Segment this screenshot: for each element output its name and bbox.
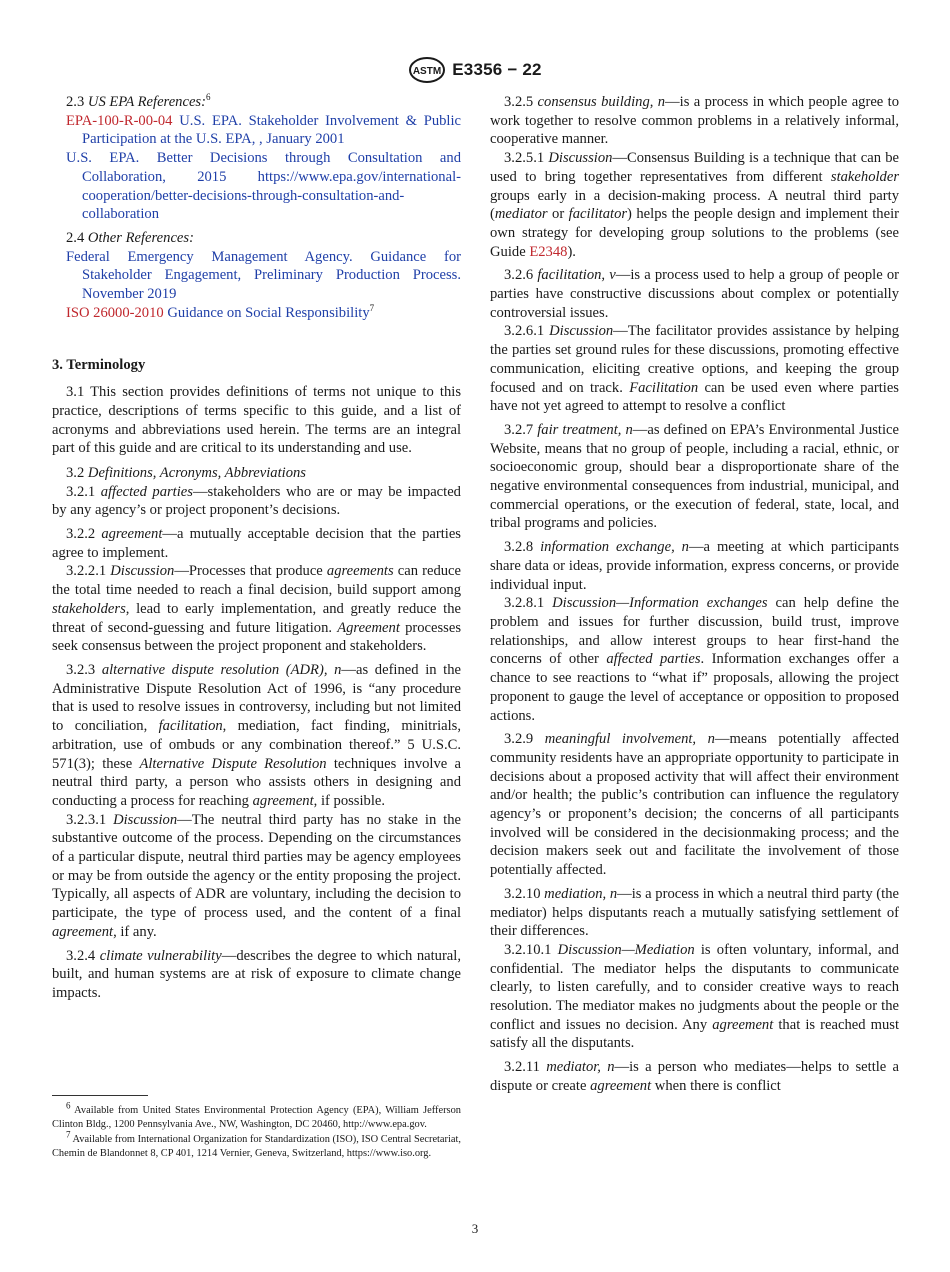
- definition-fair-treatment: 3.2.7 fair treatment, n—as defined on EPA’s Environmental Justice Website, means that no group of people, including a racial, ethnic, or socioeconomic group, should bear a disproportionate share of the negative environmental consequences from industrial, municipal, and commercial operations, or the execution of federal, state, local, and tribal programs and policies.: [490, 421, 899, 532]
- footnote-6: $^6$ Available from United States Environmental Protection Agency (EPA), William Jefferson Clinton Bldg., 1200 Pennsylvania Ave., NW, Washington, DC 20460, http://www.epa.gov.: [52, 1100, 461, 1131]
- definition-mediation: 3.2.10 mediation, n—is a process in which a neutral third party (the mediator) helps disputants reach a mutually satisfying settlement of their differences.: [490, 885, 899, 940]
- footnotes: [52, 1100, 461, 1162]
- logo-text: ASTM: [413, 66, 442, 77]
- discussion-adr: 3.2.3.1 Discussion—The neutral third party has no stake in the substantive outcome of the process. Depending on the circumstances of a particular dispute, neutral third parties may be agency employees or may be from outside the agency or the entity proposing the project. Typically, all aspects of ADR are voluntary, including the decision to participate, the type of process used, and the content of a final agreement, if any.: [52, 811, 461, 940]
- reference-epa-better-decisions[interactable]: U.S. EPA. Better Decisions through Consultation and Collaboration, 2015 https://www.epa.gov/international-cooperation/better-decisions-through-consultation-and-collaboration: [66, 150, 461, 223]
- page-number: 3: [471, 1221, 479, 1236]
- section-2-4-heading: 2.4 Other References:: [66, 229, 194, 246]
- definition-meaningful-involvement: 3.2.9 meaningful involvement, n—means potentially affected community residents have an appropriate opportunity to participate in decisions about a proposed activity that will affect their environment and/or health; the public’s contribution can influence the regulatory agency’s or proponent’s decision; the concerns of all participants involved will be considered in the decisionmaking process; and the decision makers seek out and facilitate the involvement of those potentially affected.: [490, 731, 899, 879]
- footnote-ref-7: 7: [369, 302, 375, 313]
- discussion-consensus-building: 3.2.5.1 Discussion—Consensus Building is a technique that can be used to bring together representatives from different stakeholder groups early in a decision-making process. A neutral third party (mediator or facilitator) helps the people design and implement their own strategy for developing group solutions to the problems (see Guide E2348).: [490, 150, 899, 260]
- definition-agreement: 3.2.2 agreement—a mutually acceptable decision that the parties agree to implement.: [52, 526, 461, 561]
- discussion-facilitation: 3.2.6.1 Discussion—The facilitator provides assistance by helping the parties set ground rules for these discussions, promoting effective communication, eliciting creative options, and keeping the group focused and on track. Facilitation can be used even where parties have not yet agreed to attempt to resolve a conflict: [490, 323, 899, 415]
- definition-adr: 3.2.3 alternative dispute resolution (ADR), n—as defined in the Administrative Dispute Resolution Act of 1996, is “any procedure that is used to resolve issues in controversy, including but not limited to conciliation, facilitation, mediation, fact finding, minitrials, arbitration, use of ombuds or any combination thereof.” 5 U.S.C. 571(3); these Alternative Dispute Resolution techniques involve a neutral third party, a person who assists others in designing and conducting a process for reaching agreement, if possible.: [52, 661, 462, 809]
- reference-fema-guidance[interactable]: Federal Emergency Management Agency. Guidance for Stakeholder Engagement, Preliminary Production Process. November 2019: [66, 248, 461, 303]
- definition-climate-vulnerability: 3.2.4 climate vulnerability—describes the degree to which natural, built, and human systems are at risk of exposure to climate change impacts.: [52, 947, 461, 1001]
- paragraph-3-2: 3.2 Definitions, Acronyms, Abbreviations: [66, 464, 306, 481]
- reference-code: ISO 26000-2010: [66, 304, 164, 321]
- discussion-mediation: 3.2.10.1 Discussion—Mediation is often voluntary, informal, and confidential. The mediator helps the disputants to communicate clearly, to listen carefully, and to consider creative ways to reach resolution. The mediator makes no judgments about the people or the conflict and issues no decision. Any agreement that is reached must satisfy all the disputants.: [490, 941, 899, 1052]
- section-3-title: 3. Terminology: [52, 357, 146, 374]
- document-designation: E3356 − 22: [452, 59, 542, 79]
- right-column: [490, 93, 899, 1096]
- section-2-3-heading: 2.3 US EPA References:$^6$: [66, 92, 211, 110]
- reference-epa-100[interactable]: EPA-100-R-00-04 U.S. EPA. Stakeholder Involvement & Public Participation at the U.S. EPA, , January 2001: [66, 112, 461, 148]
- definition-affected-parties: 3.2.1 affected parties—stakeholders who are or may be impacted by any agency’s or project proponent’s decisions.: [52, 483, 461, 519]
- footnote-divider: [52, 1095, 148, 1096]
- footnote-7: $^7$ Available from International Organization for Standardization (ISO), ISO Central Secretariat, Chemin de Blandonnet 8, CP 401, 1214 Vernier, Geneva, Switzerland, https://www.iso.org.: [52, 1129, 461, 1160]
- reference-code: EPA-100-R-00-04: [66, 112, 173, 129]
- reference-iso-26000[interactable]: ISO 26000-2010 Guidance on Social Responsibility$^7$: [66, 302, 375, 321]
- definition-facilitation: 3.2.6 facilitation, v—is a process used to help a group of people or parties have constructive discussions about complex or potentially controversial issues.: [490, 267, 900, 321]
- astm-logo-icon: [408, 57, 446, 83]
- guide-link-e2348[interactable]: E2348: [529, 243, 568, 260]
- left-column: [52, 93, 461, 1003]
- discussion-information-exchange: 3.2.8.1 Discussion—Information exchanges can help define the problem and issues for further discussion, build trust, improve relationships, and allow interest groups to hear first-hand the concerns of other affected parties. Information exchanges offer a chance to see reactions to “what if” proposals, allowing the project proponent to gauge the level of acceptance or opposition to proposed actions.: [490, 595, 900, 724]
- definition-information-exchange: 3.2.8 information exchange, n—a meeting at which participants share data or ideas, provide information, express concerns, or provide individual input.: [490, 539, 900, 593]
- discussion-agreement: 3.2.2.1 Discussion—Processes that produce agreements can reduce the total time needed to reach a final decision, build support among stakeholders, lead to early implementation, and greatly reduce the threat of second-guessing and future litigation. Agreement processes seek consensus between the project proponent and stakeholders.: [52, 563, 462, 655]
- definition-mediator: 3.2.11 mediator, n—is a person who mediates—helps to settle a dispute or create agreement when there is conflict: [490, 1059, 900, 1094]
- page-header: [0, 55, 950, 85]
- definition-consensus-building: 3.2.5 consensus building, n—is a process in which people agree to work together to resolve common problems in a relatively informal, cooperative manner.: [490, 94, 899, 148]
- footnote-ref-6: 6: [205, 92, 211, 103]
- paragraph-3-1: 3.1 This section provides definitions of terms not unique to this practice, descriptions of terms specific to this guide, and a list of acronyms and abbreviations used herein. The terms are an integral part of this guide and are critical to its understanding and use.: [52, 384, 461, 457]
